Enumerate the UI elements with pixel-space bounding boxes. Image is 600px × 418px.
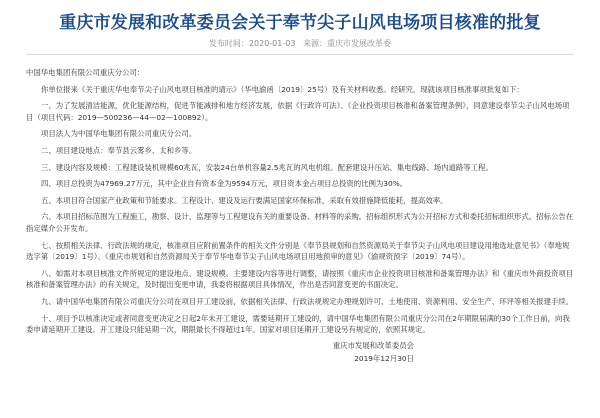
paragraph-item-5: 五、本项目符合国家产业政策和节能要求。工程设计、建设及运行要满足国家环保标准，采取有效措施降低能耗，提高效率。 (41, 195, 448, 205)
source-label: 来源： (303, 39, 328, 48)
paragraph-item-4: 四、项目总投资为47969.27万元，其中企业自有资本金为9594万元，项目资本金占项目总投资的比例为30%。 (41, 179, 408, 189)
publish-date: 2020-01-03 (248, 39, 296, 48)
paragraph-item-1: 一、为了发展清洁能源，优化能源结构，促进节能减排和地方经济发展，依据《行政许可法》、《企业投资项目核准和备案管理条例》，同意建设奉节尖子山风电场项目（项目代码：2019—500236—44—02—100892）。 (26, 101, 570, 122)
signature-org: 重庆市发展和改革委员会 (332, 340, 414, 350)
article-meta (26, 38, 574, 50)
paragraph-item-2: 二、项目建设地点：奉节县云雾乡、太和乡等。 (41, 145, 197, 155)
source-name: 重庆市发展改革委 (327, 39, 392, 48)
publish-date-label: 发布时间： (208, 39, 249, 48)
paragraph-project-owner: 项目法人为中国华电集团有限公司重庆分公司。 (41, 129, 197, 139)
paragraph-item-7: 七、按照相关法律、行政法规的规定，核准项目应附前置条件的相关文件分别是《奉节县规划和自然资源局关于奉节尖子山风电项目建设用地选址意见书》（奉地规选字第〔2019〕1号）、《重庆市规划和自然资源局关于奉节华电奉节尖子山风电场项目用地预审的意见》（渝规资预字〔2019〕74号）。 (26, 240, 570, 262)
signature-date: 2019年12月30日 (354, 353, 414, 363)
signature-block (26, 340, 574, 364)
paragraph-item-9: 九、请中国华电集团有限公司重庆分公司在项目开工建设前，依据相关法律、行政法规规定办理规划许可、土地使用、资源利用、安全生产、环评等相关报建手续。 (41, 296, 574, 306)
page-title: 重庆市发展和改革委员会关于奉节尖子山风电场项目核准的批复 (59, 13, 541, 33)
paragraph-intro: 你单位报来《关于重庆华电奉节尖子山风电项目核准的请示》（华电渝函〔2019〕25号）及有关材料收悉。经研究，现就该项目核准事项批复如下： (41, 84, 524, 94)
paragraph-item-10: 十、项目予以核准决定或者同意变更决定之日起2年未开工建设，需要延期开工建设的，请中国华电集团有限公司重庆分公司在2年期限届满的30个工作日前，向我委申请延期开工建设。开工建设只能延期一次，期限最长不得超过1年。国家对项目延期开工建设另有规定的，依照其规定。 (26, 313, 570, 335)
addressee: 中国华电集团有限公司重庆分公司： (26, 68, 145, 77)
paragraph-item-6: 六、本项目招标范围为工程施工，勘察、设计、监理等与工程建设有关的重要设备、材料等的采购。招标组织形式为公开招标方式和委托招标组织形式。招标公告在指定媒介公开发布。 (26, 212, 574, 233)
paragraph-item-3: 三、建设内容及规模：工程建设装机规模60兆瓦，安装24台单机容量2.5兆瓦的风电机组。配套建设升压站、集电线路、场内道路等工程。 (41, 162, 493, 172)
paragraph-item-8: 八、如需对本项目核准文件所规定的建设地点、建设规模、主要建设内容等进行调整，请按照《重庆市企业投资项目核准和备案管理办法》和《重庆市外商投资项目核准和备案管理办法》的有关规定，及时提出变更申请，我委将根据项目具体情况，作出是否同意变更的书面决定。 (26, 268, 574, 290)
title-divider (26, 54, 574, 55)
article-body (26, 67, 574, 336)
